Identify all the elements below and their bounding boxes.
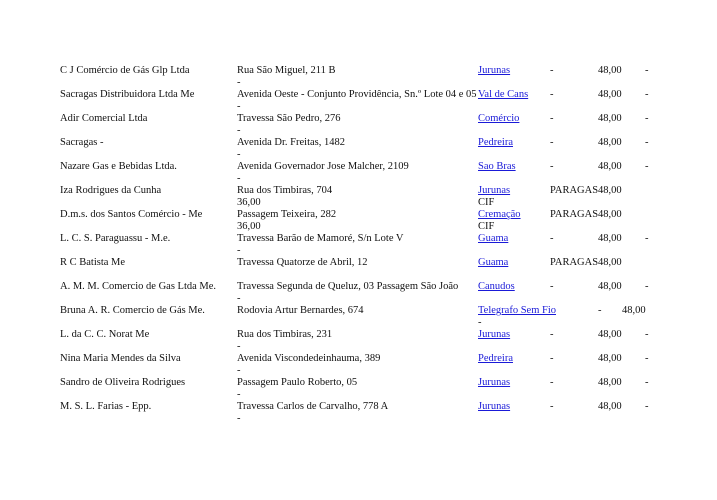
district-link[interactable]: Jurunas xyxy=(478,329,511,340)
status-value: - xyxy=(550,65,554,76)
address-sub: - xyxy=(237,245,241,256)
trailing-value: - xyxy=(645,89,649,100)
table-row xyxy=(0,161,717,185)
company-name: Nazare Gas e Bebidas Ltda. xyxy=(60,161,177,172)
price-value: 48,00 xyxy=(598,329,622,340)
trailing-value: - xyxy=(645,329,649,340)
table-row xyxy=(0,233,717,257)
company-name: Sandro de Oliveira Rodrigues xyxy=(60,377,186,388)
status-value: - xyxy=(550,329,554,340)
district-link[interactable]: Telegrafo Sem Fio xyxy=(478,305,556,316)
address: Rua dos Timbiras, 704 xyxy=(237,185,333,196)
status-value: - xyxy=(550,401,554,412)
address: Travessa Carlos de Carvalho, 778 A xyxy=(237,401,389,412)
price-value: 48,00 xyxy=(598,377,622,388)
address-sub: - xyxy=(237,125,241,136)
status-value: - xyxy=(598,305,602,316)
trailing-value: - xyxy=(645,281,649,292)
district-link[interactable]: Canudos xyxy=(478,281,515,292)
company-name: L. C. S. Paraguassu - M.e. xyxy=(60,233,171,244)
district-link[interactable]: Jurunas xyxy=(478,377,511,388)
address-sub: - xyxy=(237,149,241,160)
address-sub: - xyxy=(237,341,241,352)
price-value: 48,00 xyxy=(598,281,622,292)
district-link[interactable]: Cremação xyxy=(478,209,521,220)
company-name: Sacragas Distribuidora Ltda Me xyxy=(60,89,195,100)
price-value: 48,00 xyxy=(598,137,622,148)
price-value: 48,00 xyxy=(598,233,622,244)
address: Avenida Viscondedeinhauma, 389 xyxy=(237,353,381,364)
address-sub: - xyxy=(237,77,241,88)
trailing-value: - xyxy=(645,137,649,148)
price-value: 48,00 xyxy=(598,401,622,412)
price-value: 48,00 xyxy=(598,257,622,268)
table-row xyxy=(0,377,717,401)
trailing-value: - xyxy=(645,233,649,244)
company-name: C J Comércio de Gás Glp Ltda xyxy=(60,65,190,76)
district-sub: CIF xyxy=(478,197,495,208)
status-value: - xyxy=(550,89,554,100)
address: Passagem Teixeira, 282 xyxy=(237,209,337,220)
address: Travessa Quatorze de Abril, 12 xyxy=(237,257,368,268)
status-value: - xyxy=(550,161,554,172)
district-link[interactable]: Jurunas xyxy=(478,401,511,412)
district-link[interactable]: Jurunas xyxy=(478,185,511,196)
address: Avenida Oeste - Conjunto Providência, Sn.º Lote 04 e 05 xyxy=(237,89,477,100)
district-link[interactable]: Guama xyxy=(478,257,509,268)
table-row xyxy=(0,329,717,353)
address: Rua dos Timbiras, 231 xyxy=(237,329,333,340)
price-value: 48,00 xyxy=(598,185,622,196)
trailing-value: - xyxy=(645,401,649,412)
district-sub: - xyxy=(478,317,482,328)
company-name: Sacragas - xyxy=(60,137,104,148)
address: Travessa Barão de Mamoré, S/n Lote V xyxy=(237,233,404,244)
company-name: Adir Comercial Ltda xyxy=(60,113,148,124)
trailing-value: - xyxy=(645,353,649,364)
company-name: R C Batista Me xyxy=(60,257,126,268)
trailing-value: - xyxy=(645,65,649,76)
district-link[interactable]: Val de Cans xyxy=(478,89,529,100)
address: Rua São Miguel, 211 B xyxy=(237,65,336,76)
price-value: 48,00 xyxy=(598,161,622,172)
table-row xyxy=(0,185,717,209)
table-row xyxy=(0,353,717,377)
table-row xyxy=(0,305,717,329)
price-value: 48,00 xyxy=(598,113,622,124)
status-value: - xyxy=(550,137,554,148)
company-name: Nina Maria Mendes da Silva xyxy=(60,353,181,364)
table-row xyxy=(0,65,717,89)
table-row xyxy=(0,281,717,305)
address: Passagem Paulo Roberto, 05 xyxy=(237,377,358,388)
address-sub: - xyxy=(237,293,241,304)
address-sub: - xyxy=(237,173,241,184)
address: Travessa São Pedro, 276 xyxy=(237,113,341,124)
status-value: - xyxy=(550,353,554,364)
address-sub: 36,00 xyxy=(237,221,261,232)
district-link[interactable]: Pedreira xyxy=(478,137,513,148)
table-row xyxy=(0,401,717,425)
district-link[interactable]: Jurunas xyxy=(478,65,511,76)
address: Rodovia Artur Bernardes, 674 xyxy=(237,305,364,316)
district-link[interactable]: Pedreira xyxy=(478,353,513,364)
trailing-value: - xyxy=(645,161,649,172)
table-row xyxy=(0,257,717,281)
address-sub: - xyxy=(237,101,241,112)
trailing-value: - xyxy=(645,377,649,388)
status-value: - xyxy=(550,377,554,388)
price-value: 48,00 xyxy=(598,209,622,220)
price-value: 48,00 xyxy=(598,353,622,364)
price-value: 48,00 xyxy=(622,305,646,316)
company-name: A. M. M. Comercio de Gas Ltda Me. xyxy=(60,281,217,292)
status-value: PARAGAS xyxy=(550,209,599,220)
price-value: 48,00 xyxy=(598,89,622,100)
table-row xyxy=(0,209,717,233)
company-name: Bruna A. R. Comercio de Gás Me. xyxy=(60,305,205,316)
address-sub: - xyxy=(237,413,241,424)
district-link[interactable]: Sao Bras xyxy=(478,161,516,172)
table-row xyxy=(0,113,717,137)
status-value: - xyxy=(550,281,554,292)
company-name: Iza Rodrigues da Cunha xyxy=(60,185,162,196)
address: Avenida Governador Jose Malcher, 2109 xyxy=(237,161,409,172)
price-value: 48,00 xyxy=(598,65,622,76)
address-sub: - xyxy=(237,365,241,376)
table-row xyxy=(0,89,717,113)
company-name: M. S. L. Farias - Epp. xyxy=(60,401,152,412)
trailing-value: - xyxy=(645,113,649,124)
table-row xyxy=(0,137,717,161)
district-sub: CIF xyxy=(478,221,495,232)
company-name: D.m.s. dos Santos Comércio - Me xyxy=(60,209,203,220)
address-sub: 36,00 xyxy=(237,197,261,208)
address: Avenida Dr. Freitas, 1482 xyxy=(237,137,345,148)
company-name: L. da C. C. Norat Me xyxy=(60,329,150,340)
address-sub: - xyxy=(237,389,241,400)
status-value: PARAGAS xyxy=(550,257,599,268)
district-link[interactable]: Guama xyxy=(478,233,509,244)
address: Travessa Segunda de Queluz, 03 Passagem São João xyxy=(237,281,459,292)
status-value: - xyxy=(550,233,554,244)
district-link[interactable]: Comércio xyxy=(478,113,520,124)
status-value: PARAGAS xyxy=(550,185,599,196)
status-value: - xyxy=(550,113,554,124)
